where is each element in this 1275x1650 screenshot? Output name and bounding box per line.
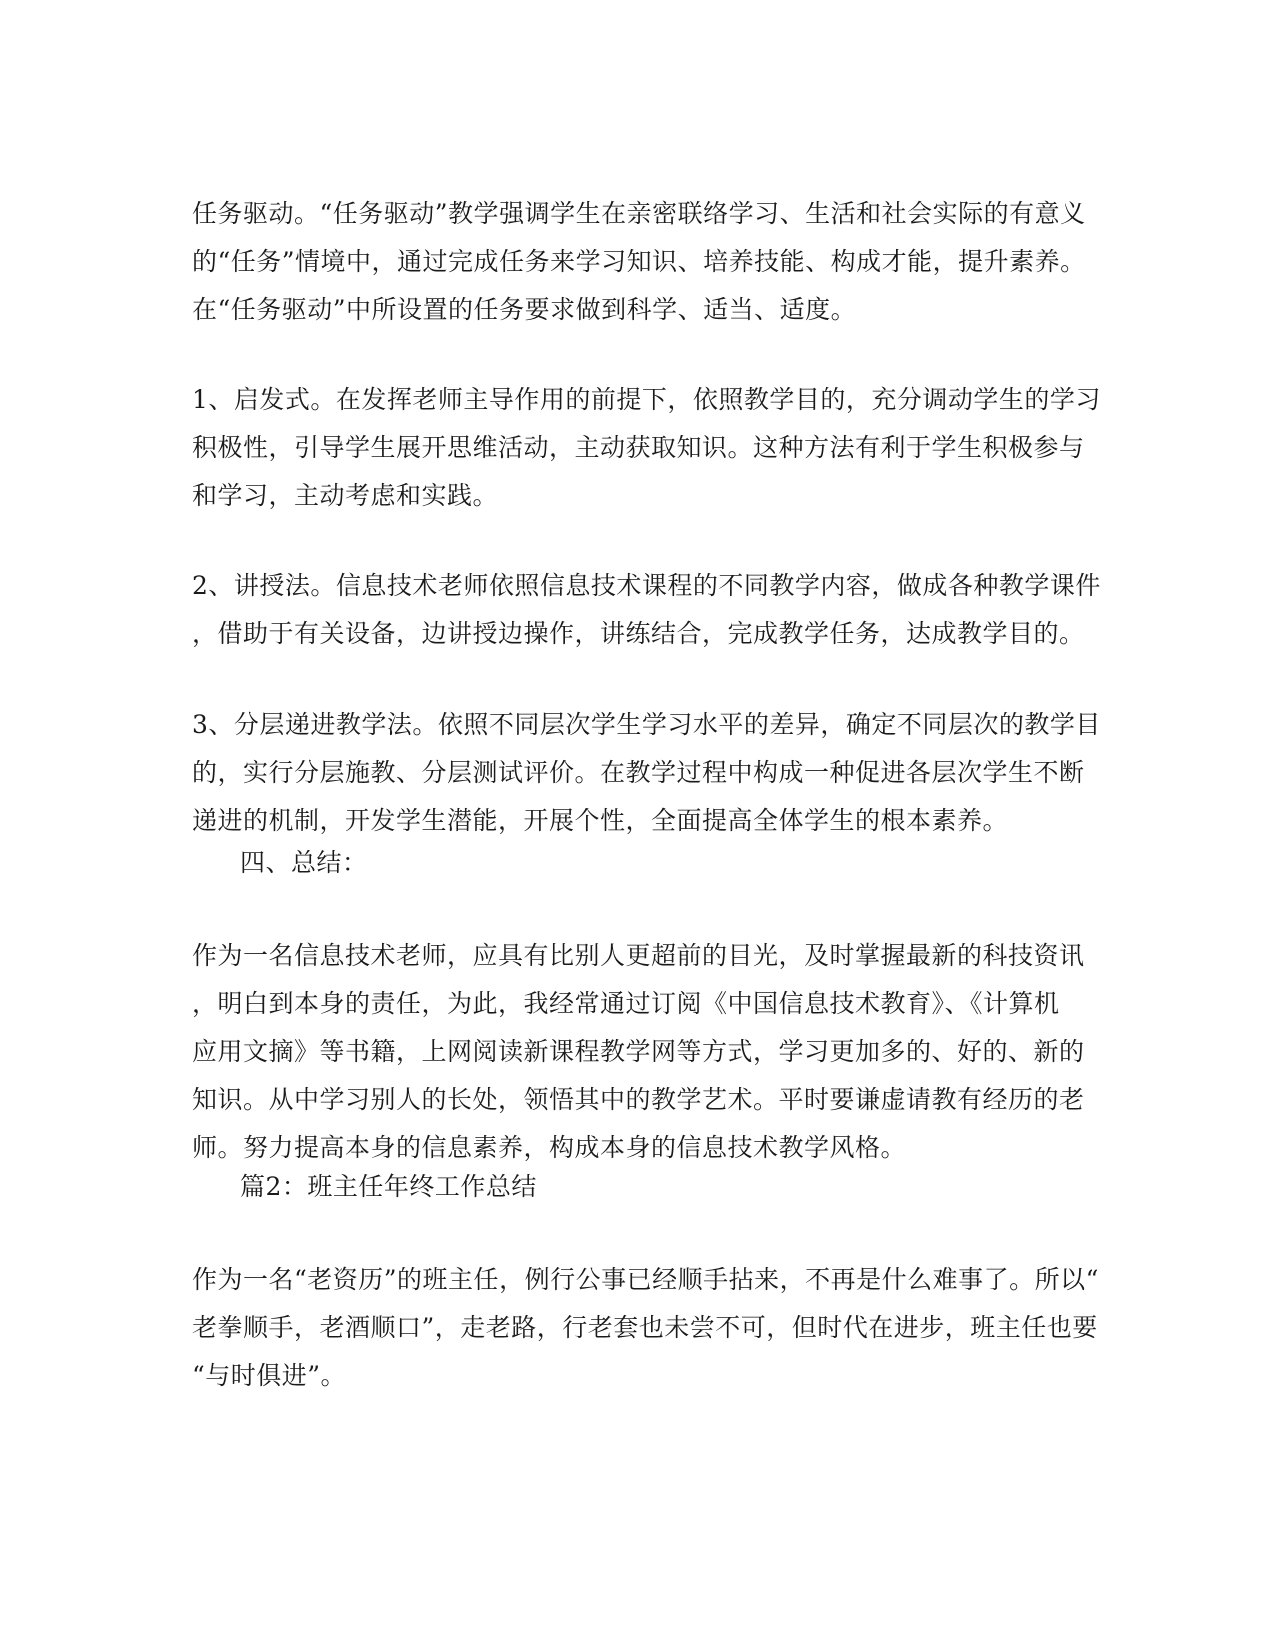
paragraph-task-driven — [192, 190, 1092, 334]
section-heading-article2 — [240, 1163, 1140, 1211]
text-line: 作为一名“老资历”的班主任，例行公事已经顺手拈来，不再是什么难事了。所以“ — [192, 1265, 1099, 1294]
text-line: 1、启发式。在发挥老师主导作用的前提下，依照教学目的，充分调动学生的学习 — [192, 385, 1101, 414]
text-line: 师。努力提高本身的信息素养，构成本身的信息技术教学风格。 — [192, 1133, 907, 1162]
text-line: 2、讲授法。信息技术老师依照信息技术课程的不同教学内容，做成各种教学课件 — [192, 571, 1101, 600]
paragraph-heuristic-method — [192, 376, 1101, 520]
text-line: 老拳顺手，老酒顺口”，走老路，行老套也未尝不可，但时代在进步，班主任也要 — [192, 1313, 1098, 1342]
text-line: 积极性，引导学生展开思维活动，主动获取知识。这种方法有利于学生积极参与 — [192, 433, 1085, 462]
paragraph-layered-method — [192, 701, 1101, 845]
text-line: 作为一名信息技术老师，应具有比别人更超前的目光，及时掌握最新的科技资讯 — [192, 941, 1085, 970]
text-line: ，借助于有关设备，边讲授边操作，讲练结合，完成教学任务，达成教学目的。 — [192, 619, 1085, 648]
heading-text: 篇2：班主任年终工作总结 — [240, 1172, 537, 1201]
text-line: 的，实行分层施教、分层测试评价。在教学过程中构成一种促进各层次学生不断 — [192, 758, 1085, 787]
text-line: 的“任务”情境中，通过完成任务来学习知识、培养技能、构成才能，提升素养。 — [192, 247, 1086, 276]
section-heading-summary — [240, 839, 1140, 887]
heading-text: 四、总结： — [240, 848, 368, 877]
text-line: 递进的机制，开发学生潜能，开展个性，全面提高全体学生的根本素养。 — [192, 806, 1009, 835]
paragraph-lecture-method — [192, 562, 1101, 658]
text-line: 和学习，主动考虑和实践。 — [192, 481, 499, 510]
paragraph-class-teacher — [192, 1256, 1099, 1400]
text-line: ，明白到本身的责任，为此，我经常通过订阅《中国信息技术教育》、《计算机 — [192, 989, 1060, 1018]
text-line: 任务驱动。“任务驱动”教学强调学生在亲密联络学习、生活和社会实际的有意义 — [192, 199, 1086, 228]
text-line: 知识。从中学习别人的长处，领悟其中的教学艺术。平时要谦虚请教有经历的老 — [192, 1085, 1085, 1114]
text-line: 3、分层递进教学法。依照不同层次学生学习水平的差异，确定不同层次的教学目 — [192, 710, 1101, 739]
paragraph-summary — [192, 932, 1092, 1172]
text-line: “与时俱进”。 — [192, 1361, 347, 1390]
text-line: 应用文摘》等书籍，上网阅读新课程教学网等方式，学习更加多的、好的、新的 — [192, 1037, 1085, 1066]
text-line: 在“任务驱动”中所设置的任务要求做到科学、适当、适度。 — [192, 295, 857, 324]
